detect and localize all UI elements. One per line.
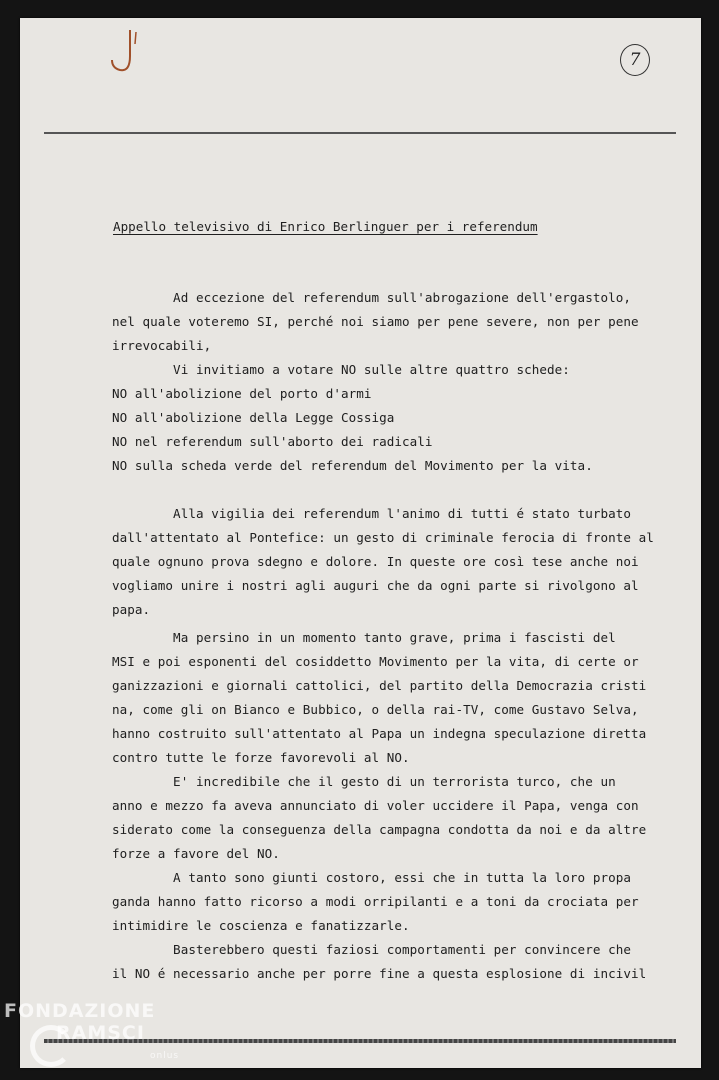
text-line: E' incredibile che il gesto di un terrorista turco, che un — [112, 774, 616, 789]
text-line: il NO é necessario anche per porre fine a questa esplosione di incivil — [112, 966, 647, 981]
text-line: Basterebbero questi faziosi comportamenti per convincere che — [112, 942, 631, 957]
text-line: siderato come la conseguenza della campagna condotta da noi e da altre — [112, 822, 647, 837]
watermark-line-1: FONDAZIONE — [4, 1000, 156, 1022]
text-line: Alla vigilia dei referendum l'animo di tutti é stato turbato — [112, 506, 631, 521]
text-line: MSI e poi esponenti del cosiddetto Movimento per la vita, di certe or — [112, 654, 639, 669]
text-line: Vi invitiamo a votare NO sulle altre quattro schede: — [112, 362, 570, 377]
text-line: NO all'abolizione del porto d'armi — [112, 386, 372, 401]
page-number: 7 — [620, 44, 650, 76]
text-line: vogliamo unire i nostri agli auguri che da ogni parte si rivolgono al — [112, 578, 639, 593]
text-line: papa. — [112, 602, 151, 617]
text-line: nel quale voteremo SI, perché noi siamo per pene severe, non per pene — [112, 314, 639, 329]
text-line: Ma persino in un momento tanto grave, prima i fascisti del — [112, 630, 616, 645]
text-line: A tanto sono giunti costoro, essi che in tutta la loro propa — [112, 870, 631, 885]
text-line: forze a favore del NO. — [112, 846, 280, 861]
top-divider — [44, 132, 676, 134]
watermark-line-2: RAMSCI — [56, 1022, 145, 1044]
text-line: contro tutte le forze favorevoli al NO. — [112, 750, 410, 765]
text-line: quale ognuno prova sdegno e dolore. In queste ore così tese anche noi — [112, 554, 639, 569]
text-line: hanno costruito sull'attentato al Papa un indegna speculazione diretta — [112, 726, 647, 741]
watermark-line-3: onlus — [150, 1051, 180, 1061]
document-page — [20, 18, 701, 1068]
text-line: na, come gli on Bianco e Bubbico, o della rai-TV, come Gustavo Selva, — [112, 702, 639, 717]
text-line: NO sulla scheda verde del referendum del Movimento per la vita. — [112, 458, 593, 473]
text-line: dall'attentato al Pontefice: un gesto di criminale ferocia di fronte al — [112, 530, 654, 545]
text-line: Ad eccezione del referendum sull'abrogazione dell'ergastolo, — [112, 290, 631, 305]
text-line: ganda hanno fatto ricorso a modi orripilanti e a toni da crociata per — [112, 894, 639, 909]
text-line: irrevocabili, — [112, 338, 212, 353]
text-line: NO nel referendum sull'aborto dei radicali — [112, 434, 433, 449]
handwritten-mark — [108, 26, 144, 82]
text-line: ganizzazioni e giornali cattolici, del partito della Democrazia cristi — [112, 678, 647, 693]
text-line: anno e mezzo fa aveva annunciato di voler uccidere il Papa, venga con — [112, 798, 639, 813]
document-title: Appello televisivo di Enrico Berlinguer per i referendum — [113, 219, 538, 234]
text-line: intimidire le coscienza e fanatizzarle. — [112, 918, 410, 933]
text-line: NO all'abolizione della Legge Cossiga — [112, 410, 395, 425]
